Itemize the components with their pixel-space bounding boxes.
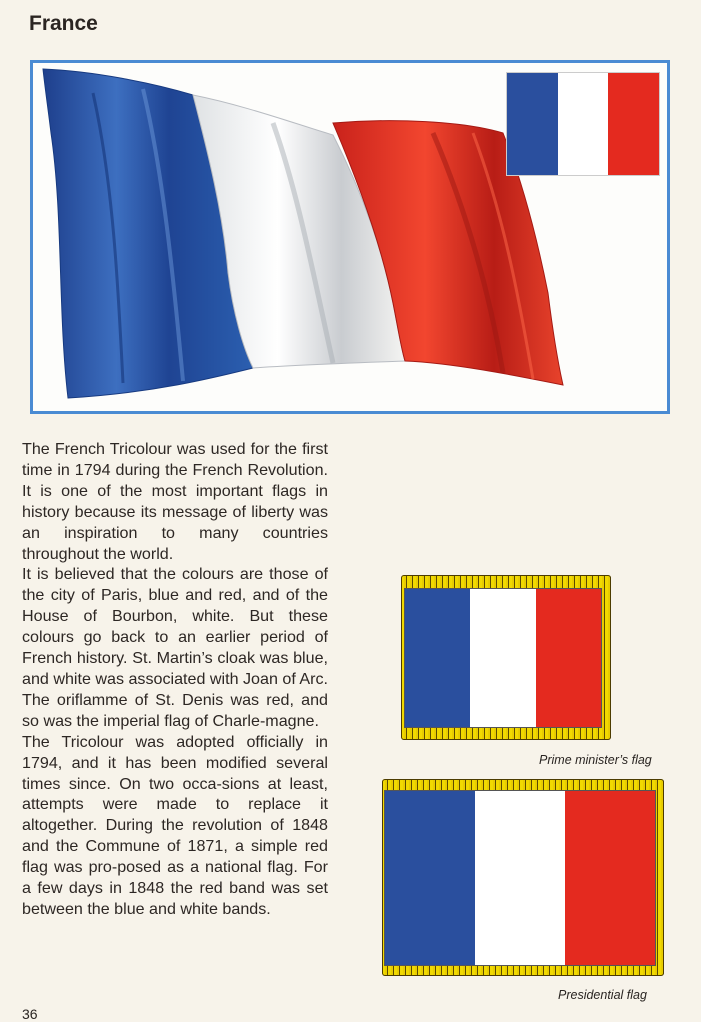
small-tricolour-flag — [507, 73, 659, 175]
red-band — [536, 589, 601, 727]
presidential-flag — [382, 779, 664, 976]
white-band — [475, 791, 565, 965]
page-title: France — [29, 12, 98, 35]
white-band — [558, 73, 609, 175]
blue-band — [405, 589, 470, 727]
article-body — [22, 439, 328, 920]
page-number: 36 — [22, 1006, 38, 1022]
presidential-flag-caption: Presidential flag — [558, 988, 647, 1002]
prime-minister-flag-caption: Prime minister’s flag — [539, 753, 652, 767]
blue-band — [507, 73, 558, 175]
white-band — [470, 589, 535, 727]
article-paragraph-3: The Tricolour was adopted officially in 1794, and it has been modified several times since. On two occa-sions at least, attempts were made to replace it altogether. During the revolution of 1848 and the Commune of 1871, a simple red flag was pro-posed as a national flag. For a few days in 1848 the red band was set between the blue and white bands. — [22, 732, 328, 918]
prime-minister-flag — [401, 575, 611, 740]
red-band — [565, 791, 655, 965]
blue-band — [385, 791, 475, 965]
waving-flag-illustration — [30, 60, 670, 414]
article-paragraph-2: It is believed that the colours are those of the city of Paris, blue and red, and of the House of Bourbon, white. But these colours go back to an earlier period of French history. St. Martin’s cloak was blue, and white was associated with Joan of Arc. The oriflamme of St. Denis was red, and so was the imperial flag of Charle-magne. — [22, 565, 328, 730]
article-paragraph-1: The French Tricolour was used for the first time in 1794 during the French Revolution. It is one of the most important flags in history because its message of liberty was an inspiration to many countries throughout the world. — [22, 440, 328, 563]
red-band — [608, 73, 659, 175]
